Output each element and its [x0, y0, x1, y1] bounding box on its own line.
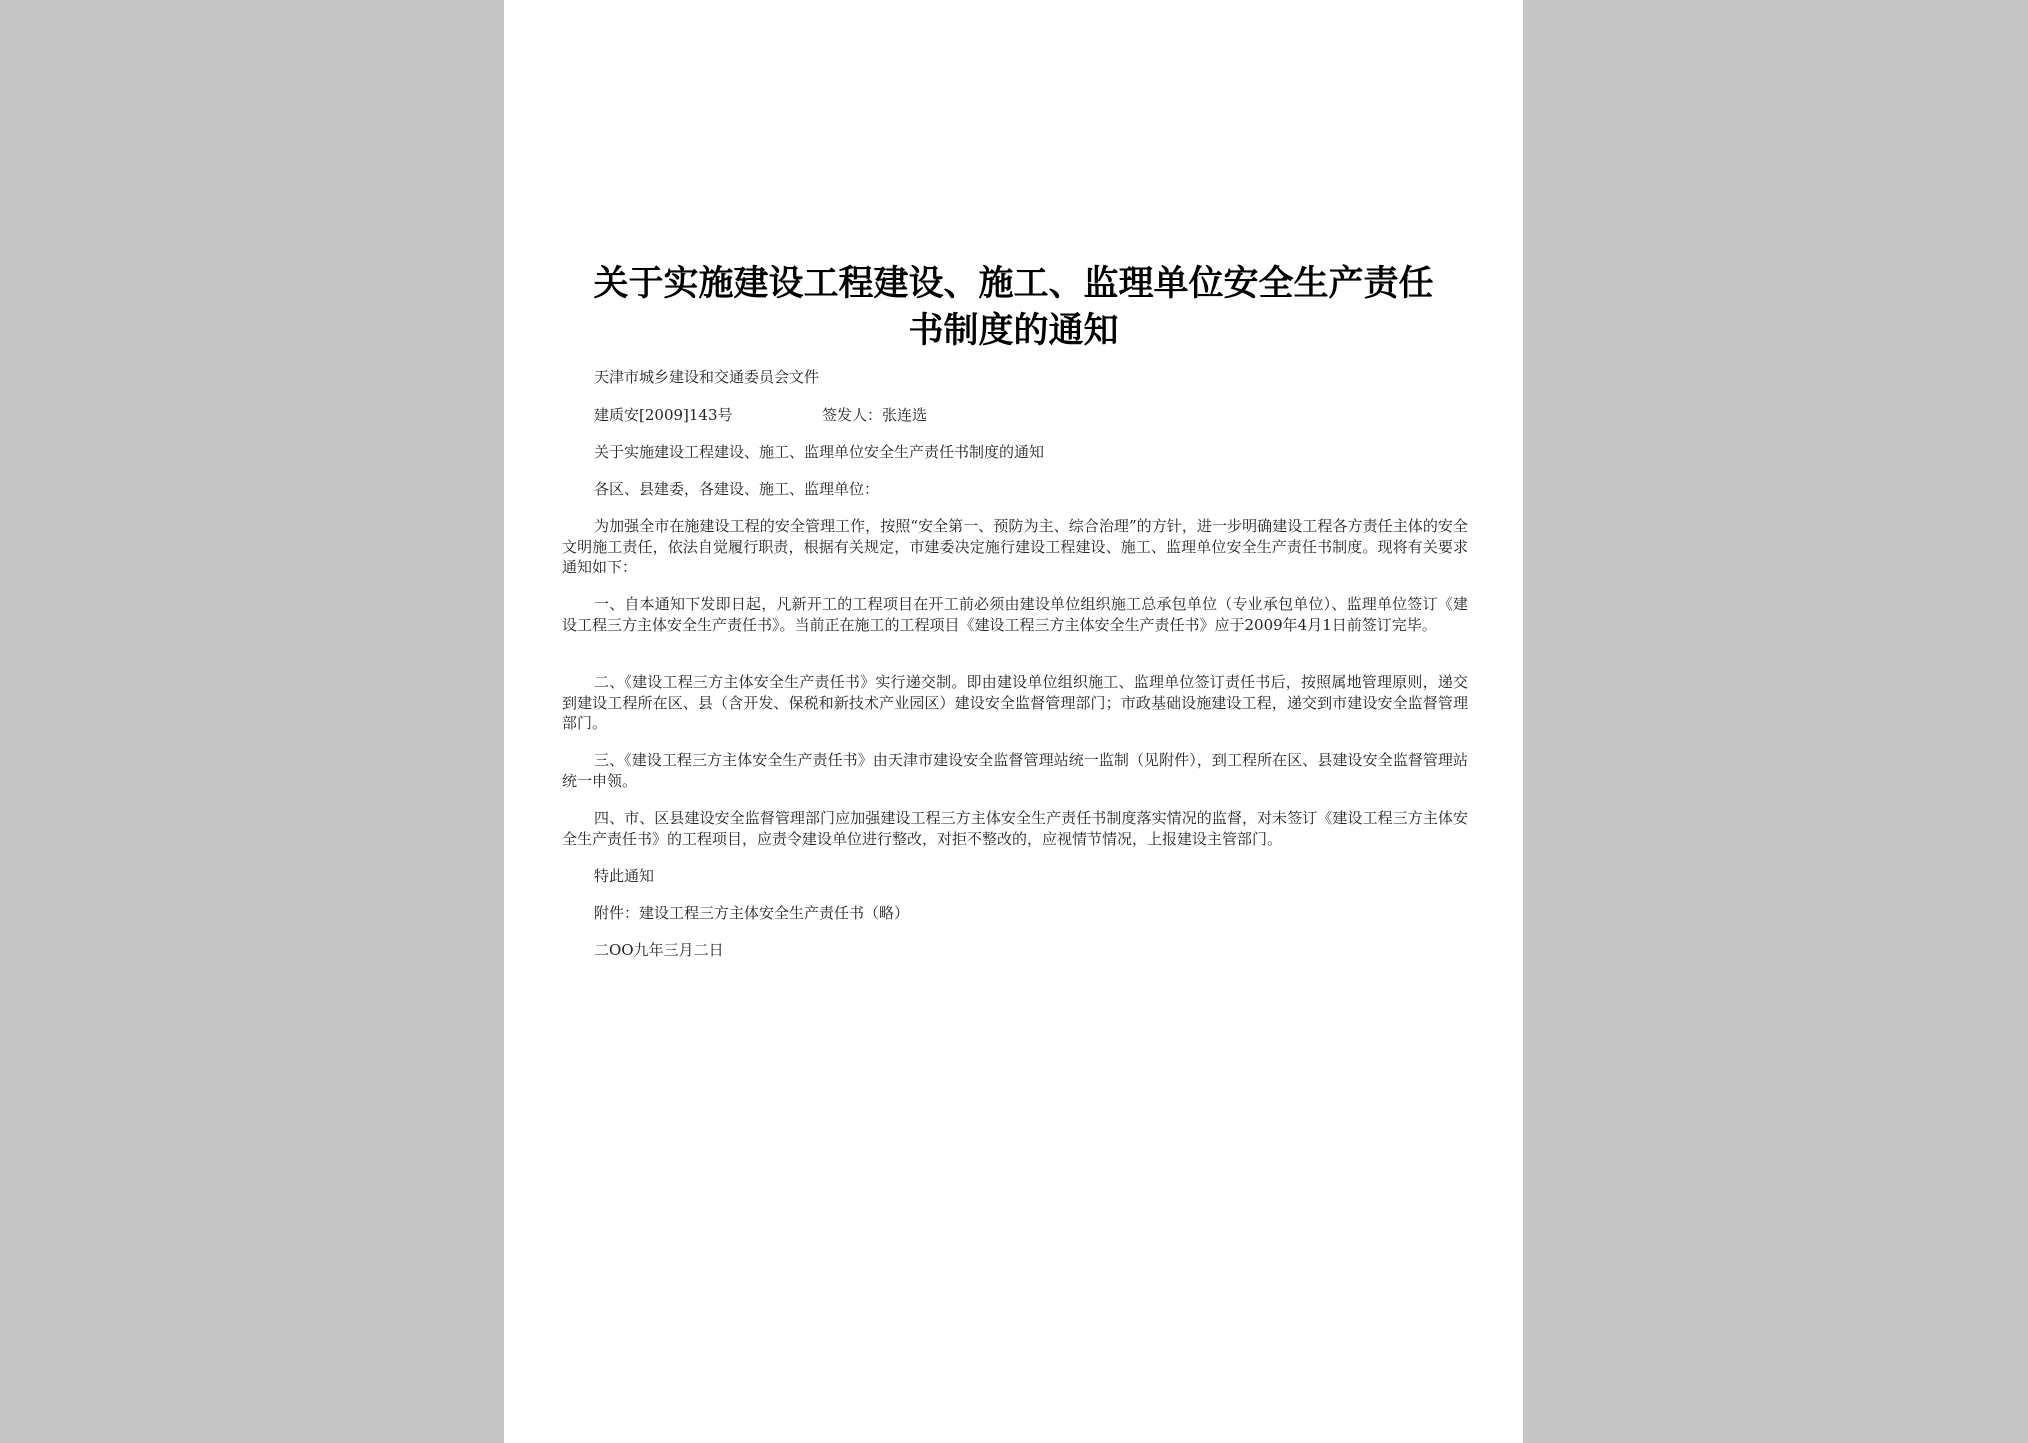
date-line: 二OO九年三月二日	[594, 941, 724, 959]
document-title-line-1: 关于实施建设工程建设、施工、监理单位安全生产责任	[593, 264, 1434, 304]
item-2-paragraph: 二、《建设工程三方主体安全生产责任书》实行递交制。即由建设单位组织施工、监理单位签订责任书后，按照属地管理原则，递交到建设工程所在区、县（含开发、保税和新技术产业园区）建设安全监督管理部门；市政基础设施建设工程，递交到市建设安全监督管理部门。	[562, 673, 1468, 732]
item-4-paragraph: 四、市、区县建设安全监督管理部门应加强建设工程三方主体安全生产责任书制度落实情况的监督，对未签订《建设工程三方主体安全生产责任书》的工程项目，应责令建设单位进行整改，对拒不整改的，应视情节情况，上报建设主管部门。	[562, 809, 1468, 848]
notice-subtitle: 关于实施建设工程建设、施工、监理单位安全生产责任书制度的通知	[594, 443, 1045, 461]
document-number: 建质安[2009]143号	[594, 406, 733, 424]
closing-line: 特此通知	[594, 867, 655, 885]
intro-paragraph: 为加强全市在施建设工程的安全管理工作，按照“安全第一、预防为主、综合治理”的方针，进一步明确建设工程各方责任主体的安全文明施工责任，依法自觉履行职责，根据有关规定，市建委决定施行建设工程建设、施工、监理单位安全生产责任书制度。现将有关要求通知如下：	[562, 517, 1468, 576]
document-title-line-2: 书制度的通知	[908, 311, 1119, 351]
item-3-paragraph: 三、《建设工程三方主体安全生产责任书》由天津市建设安全监督管理站统一监制（见附件），到工程所在区、县建设安全监督管理站统一申领。	[562, 751, 1468, 790]
document-page	[504, 0, 1523, 1443]
signer-line: 签发人：张连选	[822, 406, 928, 424]
item-1-paragraph: 一、自本通知下发即日起，凡新开工的工程项目在开工前必须由建设单位组织施工总承包单位（专业承包单位）、监理单位签订《建设工程三方主体安全生产责任书》。当前正在施工的工程项目《建设工程三方主体安全生产责任书》应于2009年4月1日前签订完毕。	[562, 595, 1468, 634]
attachment-line: 附件：建设工程三方主体安全生产责任书（略）	[594, 904, 910, 922]
addressee-line: 各区、县建委，各建设、施工、监理单位：	[594, 480, 880, 498]
issuer-line: 天津市城乡建设和交通委员会文件	[594, 368, 820, 386]
